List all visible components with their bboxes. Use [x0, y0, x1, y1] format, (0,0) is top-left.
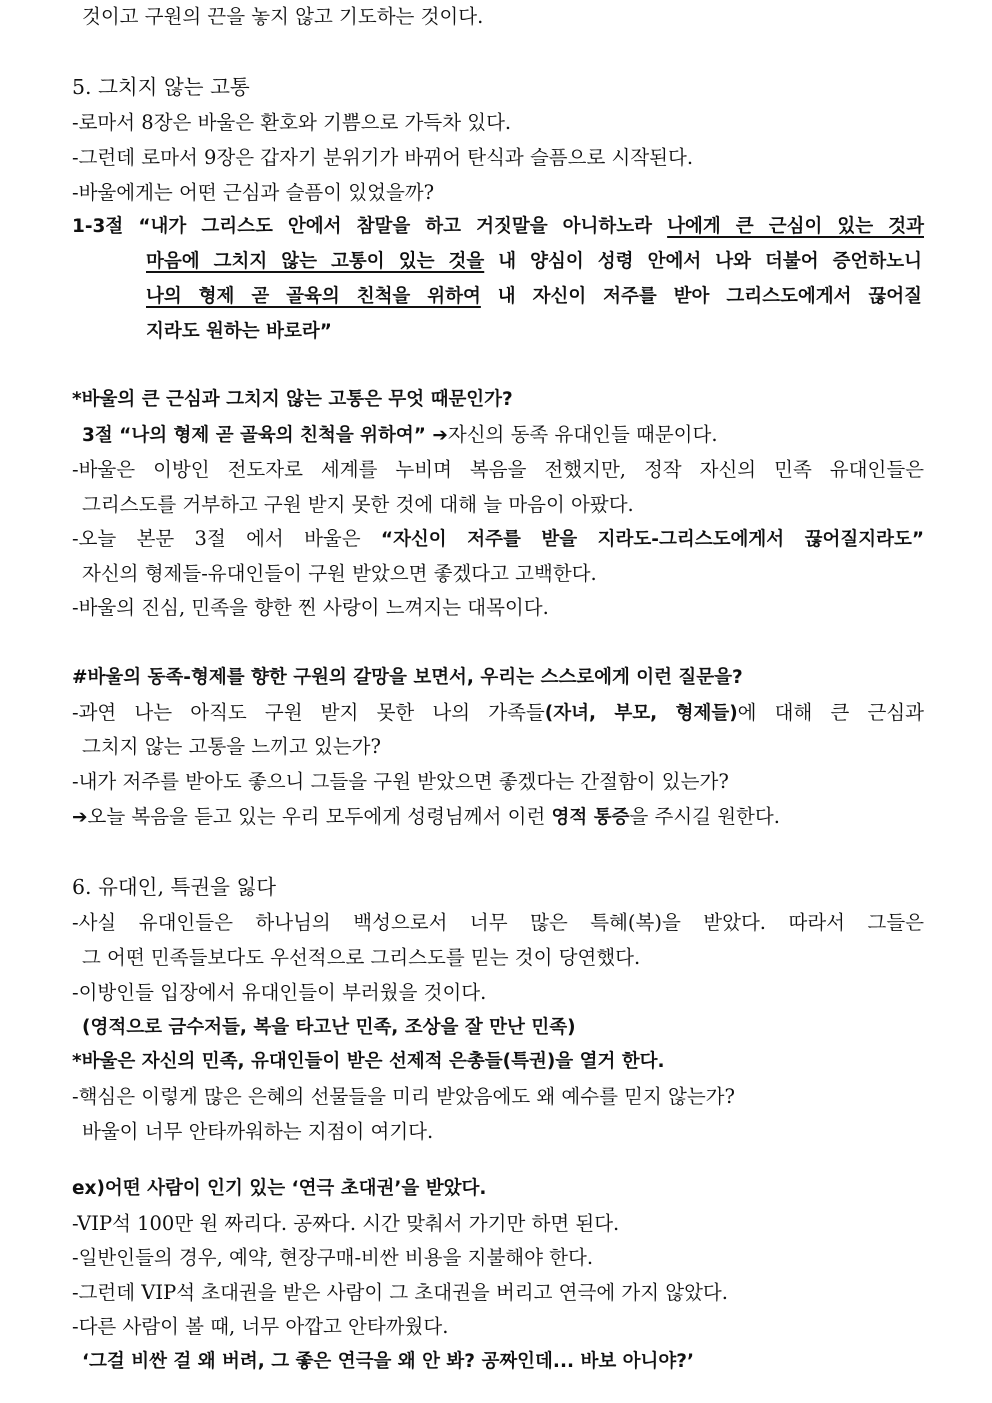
text-part: -과연 나는 아직도 구원 받지 못한 나의 가족들: [72, 701, 545, 724]
text-line: 바울이 너무 안타까워하는 지점이 여기다.: [82, 1120, 434, 1143]
text-line: [72, 522, 924, 557]
text-line: -사실 유대인들은 하나님의 백성으로서 너무 많은 특혜(복)을 받았다. 따라서 그들은: [72, 911, 924, 934]
bold-note: (영적으로 금수저들, 복을 타고난 민족, 조상을 잘 만난 민족): [82, 1017, 576, 1038]
question-heading: *바울의 큰 근심과 그치지 않는 고통은 무엇 때문인가?: [72, 389, 513, 410]
text-line: -VIP석 100만 원 짜리다. 공짜다. 시간 맞춰서 가기만 하면 된다.: [72, 1212, 620, 1235]
text-line: 그치지 않는 고통을 느끼고 있는가?: [82, 735, 381, 758]
text-part: 을 주시길 원한다.: [629, 805, 780, 828]
text-line: [72, 696, 924, 731]
scripture-text: 내 양심이 성령 안에서 나와 더불어 증언하노니: [484, 251, 922, 272]
text-line: -그런데 VIP석 초대권을 받은 사람이 그 초대권을 버리고 연극에 가지 않았다.: [72, 1281, 728, 1304]
text-line: -이방인들 입장에서 유대인들이 부러웠을 것이다.: [72, 981, 487, 1004]
section-heading-6: 6. 유대인, 특권을 잃다: [72, 875, 277, 899]
scripture-quote-line: 지라도 원하는 바로라”: [146, 321, 332, 342]
example-heading: ex)어떤 사람이 인기 있는 ‘연극 초대권’을 받았다.: [72, 1178, 487, 1199]
scripture-text: 내 자신이 저주를 받아 그리스도에게서 끊어질: [480, 286, 922, 307]
text-line: 그 어떤 민족들보다도 우선적으로 그리스도를 믿는 것이 당연했다.: [82, 946, 641, 969]
scripture-quote-line: [146, 280, 922, 314]
text-line: 자신의 형제들-유대인들이 구원 받았으면 좋겠다고 고백한다.: [82, 562, 597, 585]
text-line: -바울에게는 어떤 근심과 슬픔이 있었을까?: [72, 181, 435, 204]
arrow-icon: ➔: [72, 807, 88, 828]
text-line: -일반인들의 경우, 예약, 현장구매-비싼 비용을 지불해야 한다.: [72, 1246, 594, 1269]
bold-phrase: (자녀, 부모, 형제들): [544, 703, 738, 724]
bold-statement: *바울은 자신의 민족, 유대인들이 받은 선제적 은총들(특권)을 열거 한다.: [72, 1051, 665, 1072]
text-line: -다른 사람이 볼 때, 너무 아깝고 안타까웠다.: [72, 1315, 449, 1338]
underlined-phrase: 나에게 큰 근심이 있는 것과: [667, 216, 924, 237]
text-part: 에 대해 큰 근심과: [737, 701, 924, 724]
underlined-phrase: 마음에 그치지 않는 고통이 있는 것을: [146, 251, 485, 272]
answer-text: 자신의 동족 유대인들 때문이다.: [447, 423, 718, 446]
reflection-heading: #바울의 동족-형제를 향한 구원의 갈망을 보면서, 우리는 스스로에게 이런 질문을?: [72, 667, 743, 688]
text-line: -내가 저주를 받아도 좋으니 그들을 구원 받았으면 좋겠다는 간절함이 있는가?: [72, 770, 729, 793]
text-line: -바울의 진심, 민족을 향한 찐 사랑이 느껴지는 대목이다.: [72, 596, 549, 619]
bold-phrase: 영적 통증: [551, 807, 630, 828]
scripture-text: 1-3절 “내가 그리스도 안에서 참말을 하고 거짓말을 아니하노라: [72, 216, 668, 237]
answer-bold: 3절 “나의 형제 곧 골육의 친척을 위하여”: [82, 425, 433, 446]
scripture-quote-line: [146, 245, 922, 279]
text-line: 그리스도를 거부하고 구원 받지 못한 것에 대해 늘 마음이 아팠다.: [82, 493, 634, 516]
text-line: 것이고 구원의 끈을 놓지 않고 기도하는 것이다.: [82, 5, 484, 28]
text-line: -그런데 로마서 9장은 갑자기 분위기가 바뀌어 탄식과 슬픔으로 시작된다.: [72, 146, 694, 169]
text-part: 오늘 복음을 듣고 있는 우리 모두에게 성령님께서 이런: [87, 805, 552, 828]
text-line: -바울은 이방인 전도자로 세계를 누비며 복음을 전했지만, 정작 자신의 민족 유대인들은: [72, 458, 924, 481]
bold-quote-line: ‘그걸 비싼 걸 왜 버려, 그 좋은 연극을 왜 안 봐? 공짜인데... 바보 아니야?’: [82, 1351, 695, 1372]
underlined-phrase: 나의 형제 곧 골육의 친척을 위하여: [146, 286, 481, 307]
text-line: -핵심은 이렇게 많은 은혜의 선물들을 미리 받았음에도 왜 예수를 믿지 않는가?: [72, 1085, 735, 1108]
text-part: -오늘 본문 3절 에서 바울은: [72, 527, 381, 550]
text-line: -로마서 8장은 바울은 환호와 기쁨으로 가득차 있다.: [72, 111, 512, 134]
answer-line: [82, 418, 934, 453]
text-line: [72, 800, 924, 835]
bold-quote: “자신이 저주를 받을 지라도-그리스도에게서 끊어질지라도”: [380, 529, 925, 550]
arrow-icon: ➔: [432, 425, 448, 446]
scripture-quote-line: [72, 210, 924, 244]
section-heading-5: 5. 그치지 않는 고통: [72, 75, 250, 99]
